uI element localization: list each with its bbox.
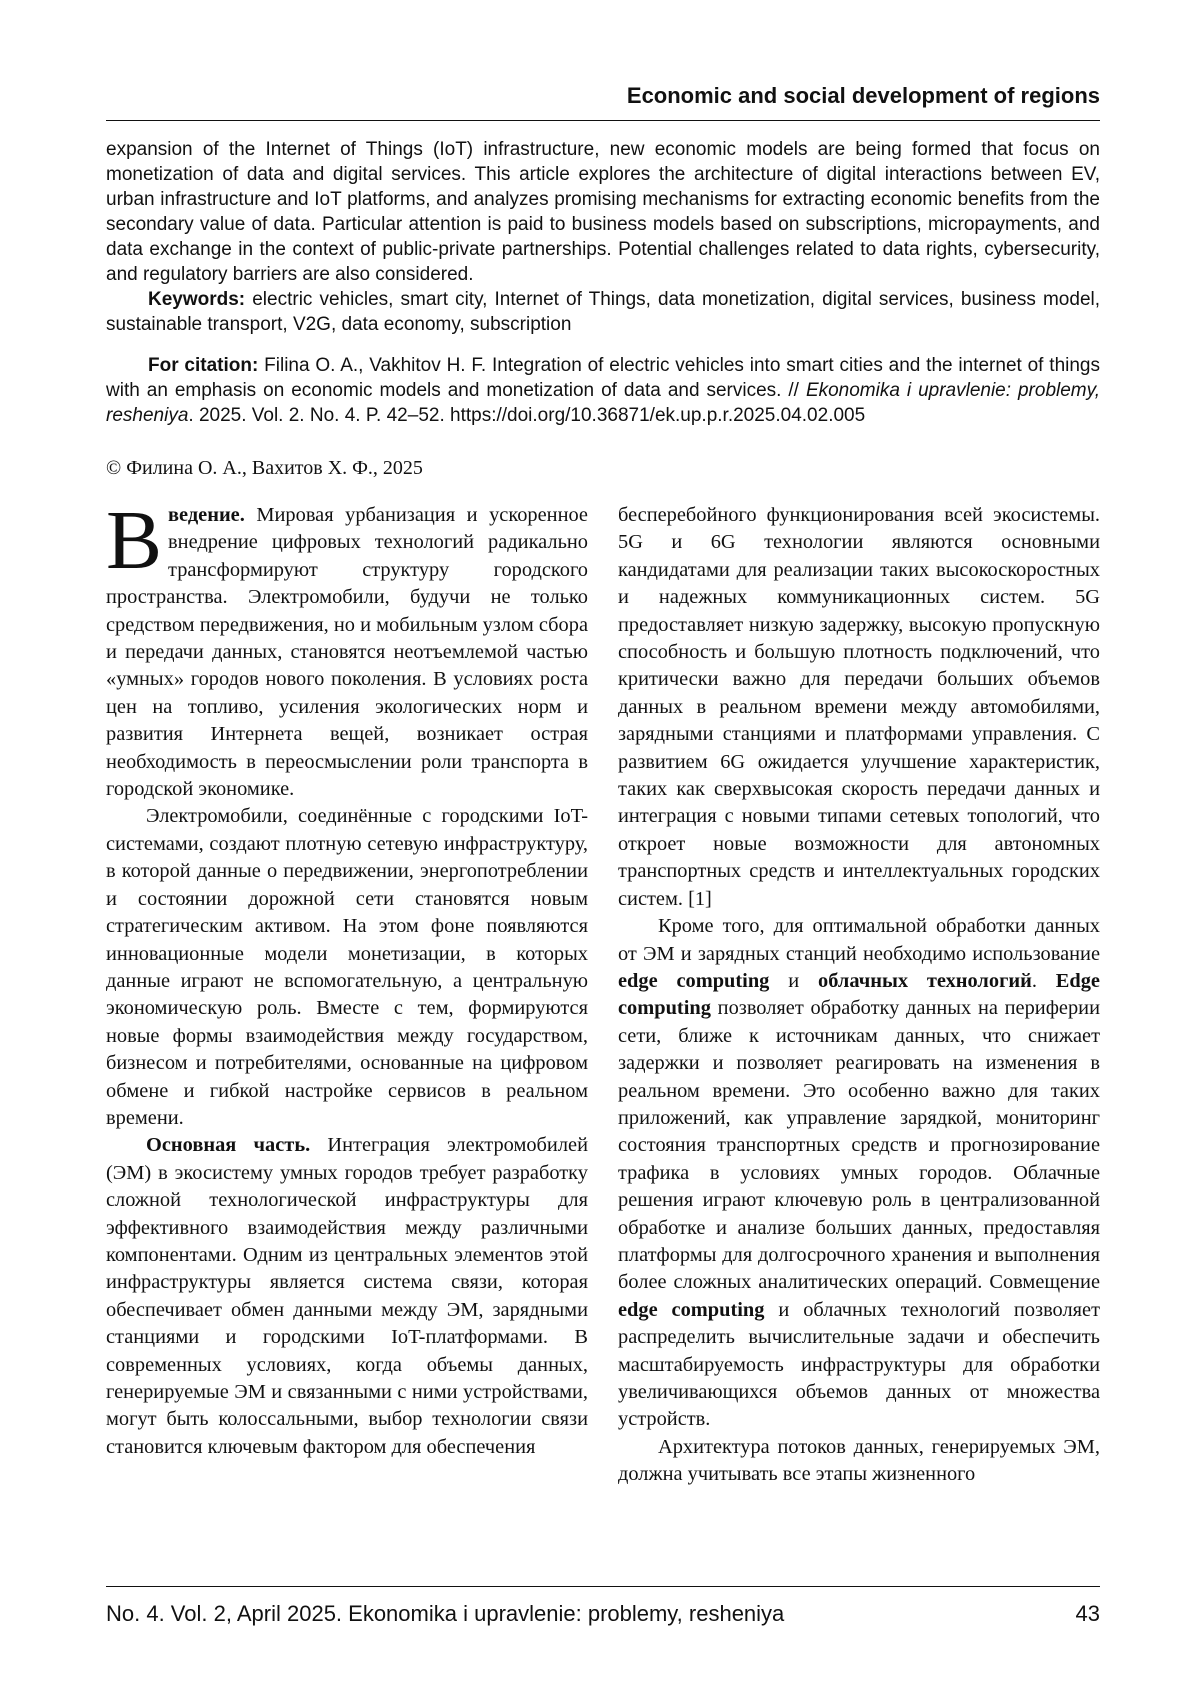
footer-rule [106,1586,1100,1587]
page-number: 43 [1075,1601,1100,1626]
citation [106,353,1100,428]
intro-paragraph [106,494,588,803]
running-head: Economic and social development of regions [626,83,1100,108]
abstract [106,137,1100,337]
para2-text-e: позволяет обработку данных на периферии сети, ближе к источникам данных, что снижает задержки и позволяет реагировать на изменения в реальном времени. Это особенно важно для таких приложений, как управление зарядкой, мониторинг состояния транспортных средств и прогнозирование трафика в условиях умных городов. Облачные решения играют ключевую роль в централизованной обработке и анализе больших данных, предоставляя платформы для долгосрочного хранения и выполнения более сложных аналитических операций. Совмещение [618,997,1100,1294]
para2-bold-4: edge computing [618,1298,765,1321]
main-part-paragraph [106,1132,588,1461]
intro-heading: ведение. [168,504,245,526]
para2-text-f: и облачных технологий позволяет распределить вычислительные задачи и обеспечить масштабируемость инфраструктуры для обработки увеличивающихся объемов данных от множества устройств. [618,1298,1100,1431]
para2-bold-1: edge computing [618,969,770,992]
right-paragraph-3: Архитектура потоков данных, генерируемых ЭМ, должна учитывать все этапы жизненного [618,1435,1100,1486]
main-text: Интеграция электромобилей (ЭМ) в экосистему умных городов требует разработку сложной технологической инфраструктуры для эффективного взаимодействия между различными компонентами. Одним из центральных элементов этой инфраструктуры является система связи, которая обеспечивает обмен данными между ЭМ, зарядными станциями и городскими IoT-платформами. В современных условиях, когда объемы данных, генерируемые ЭМ и связанными с ними устройствами, могут быть колоссальными, выбор технологии связи становится ключевым фактором для обеспечения [106,1134,588,1458]
body-paragraph-2: Электромобили, соединённые с городскими IoT-системами, создают плотную сетевую инфраструктуру, в которой данные о передвижении, энергопотреблении и состоянии дорожной сети становятся новым стратегическим активом. На этом фоне появляются инновационные модели монетизации, в которых данные играют не вспомогательную, а центральную экономическую роль. Вместе с тем, формируются новые формы взаимодействия между государством, бизнесом и потребителями, основанные на цифровом обмене и гибкой настройке сервисов в реальном времени. [106,805,588,1129]
right-column [618,502,1100,1489]
keywords-label: Keywords: [148,289,246,310]
header-rule [106,120,1100,121]
citation-authors-title: Filina O. A., Vakhitov H. F. Integration of electric vehicles into smart cities and the internet of things with an emphasis on economic models and monetization of data and services. // [106,355,1100,401]
abstract-text: expansion of the Internet of Things (IoT) infrastructure, new economic models are being formed that focus on monetization of data and digital services. This article explores the architecture of digital interactions between EV, urban infrastructure and IoT platforms, and analyzes promising mechanisms for extracting economic benefits from the secondary value of data. Particular attention is paid to business models based on subscriptions, micropayments, and data exchange in the context of public-private partnerships. Potential challenges related to data rights, cybersecurity, and regulatory barriers are also considered. [106,139,1100,285]
left-column [106,494,588,1461]
copyright: © Филина О. А., Вахитов Х. Ф., 2025 [106,457,423,479]
footer-journal-line: No. 4. Vol. 2, April 2025. Ekonomika i upravlenie: problemy, resheniya [106,1601,785,1626]
right-paragraph-2 [618,913,1100,1434]
citation-details: . 2025. Vol. 2. No. 4. P. 42–52. https://doi.org/10.36871/ek.up.p.r.2025.04.02.005 [188,405,866,426]
para2-bold-3: Edge computing [618,969,1100,1020]
drop-cap: В [106,494,163,587]
keywords [106,287,1100,337]
right-paragraph-1: бесперебойного функционирования всей экосистемы. 5G и 6G технологии являются основными кандидатами для реализации таких высокоскоростных и надежных коммуникационных систем. 5G предоставляет низкую задержку, высокую пропускную способность и большую плотность подключений, что критически важно для передачи больших объемов данных в реальном времени между автомобилями, зарядными станциями и платформами управления. С развитием 6G ожидается улучшение характеристик, таких как сверхвысокая скорость передачи данных и интеграция с новыми типами сетевых топологий, что откроет новые возможности для автономных транспортных средств и интеллектуальных городских систем. [1] [618,504,1100,910]
para2-text-a: Кроме того, для оптимальной обработки данных от ЭМ и зарядных станций необходимо использование [618,915,1100,965]
citation-label: For citation: [148,355,259,376]
citation-journal: Ekonomika i upravlenie: problemy, resheniya [106,380,1100,426]
para2-bold-2: облачных технологий [818,969,1032,992]
footer [106,1600,1100,1628]
intro-text: Мировая урбанизация и ускоренное внедрение цифровых технологий радикально трансформируют структуру городского пространства. Электромобили, будучи не только средством передвижения, но и мобильным узлом сбора и передачи данных, становятся неотъемлемой частью «умных» городов нового поколения. В условиях роста цен на топливо, усиления экологических норм и развития Интернета вещей, возникает острая необходимость в переосмыслении роли транспорта в городской экономике. [106,504,588,801]
keywords-text: electric vehicles, smart city, Internet of Things, data monetization, digital services, business model, sustainable transport, V2G, data economy, subscription [106,289,1101,335]
para2-text-c: и [788,969,800,992]
main-heading: Основная часть. [146,1134,311,1157]
para2-text-d: . [1031,969,1037,992]
